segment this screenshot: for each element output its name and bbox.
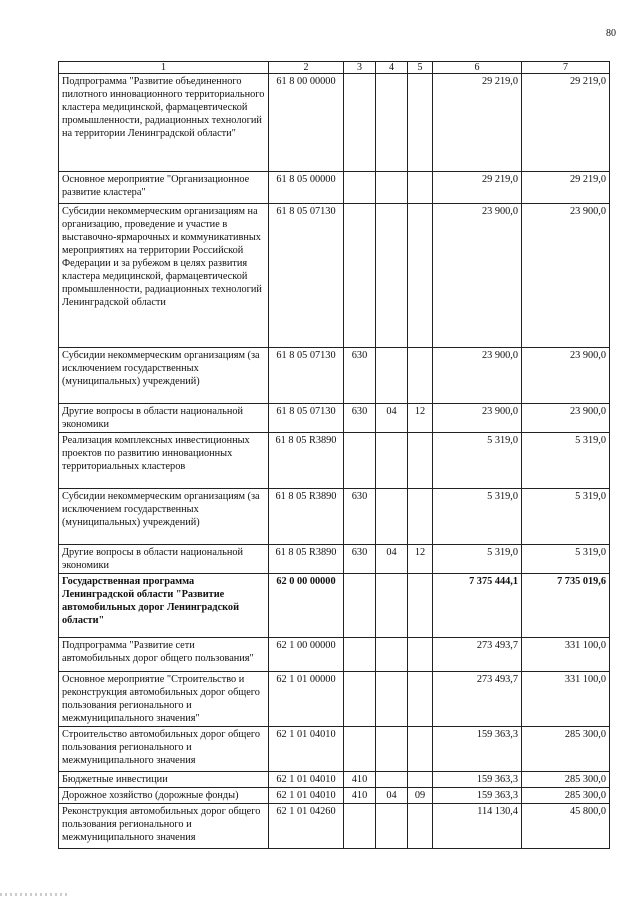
column-header-6: 6 bbox=[433, 62, 522, 74]
row-amount-6: 7 375 444,1 bbox=[433, 574, 522, 638]
row-col3: 630 bbox=[344, 404, 376, 433]
row-col3: 630 bbox=[344, 489, 376, 545]
column-header-1: 1 bbox=[59, 62, 269, 74]
row-col3 bbox=[344, 638, 376, 672]
row-col4 bbox=[376, 489, 408, 545]
row-col5 bbox=[408, 433, 433, 489]
column-header-4: 4 bbox=[376, 62, 408, 74]
row-col5 bbox=[408, 348, 433, 404]
row-amount-6: 5 319,0 bbox=[433, 489, 522, 545]
table-row bbox=[59, 204, 610, 348]
row-name: Строительство автомобильных дорог общего пользования регионального и межмуниципального значения bbox=[59, 727, 269, 772]
row-col4 bbox=[376, 433, 408, 489]
row-code: 61 8 05 07130 bbox=[269, 404, 344, 433]
table-row bbox=[59, 727, 610, 772]
row-col4 bbox=[376, 772, 408, 788]
row-code: 62 1 01 04010 bbox=[269, 788, 344, 804]
row-col5 bbox=[408, 574, 433, 638]
row-amount-7: 29 219,0 bbox=[522, 172, 610, 204]
row-amount-6: 159 363,3 bbox=[433, 772, 522, 788]
table-row bbox=[59, 638, 610, 672]
row-col5 bbox=[408, 672, 433, 727]
row-col5 bbox=[408, 204, 433, 348]
row-name: Субсидии некоммерческим организациям (за исключением государственных (муниципальных) учреждений) bbox=[59, 348, 269, 404]
row-col4: 04 bbox=[376, 545, 408, 574]
row-code: 61 8 05 07130 bbox=[269, 204, 344, 348]
row-code: 61 8 05 R3890 bbox=[269, 545, 344, 574]
row-col3 bbox=[344, 204, 376, 348]
row-code: 61 8 00 00000 bbox=[269, 74, 344, 172]
row-amount-7: 29 219,0 bbox=[522, 74, 610, 172]
header-row bbox=[59, 62, 610, 74]
row-name: Субсидии некоммерческим организациям на организацию, проведение и участие в выставочно-ярмарочных и коммуникативных мероприятиях на территории Российской Федерации и за рубежом в целях развития кластера медицинской, фармацевтической промышленности, радиационных технологий Ленинградской области bbox=[59, 204, 269, 348]
row-col5 bbox=[408, 638, 433, 672]
row-amount-6: 273 493,7 bbox=[433, 672, 522, 727]
row-code: 62 1 01 04010 bbox=[269, 772, 344, 788]
row-col5: 12 bbox=[408, 404, 433, 433]
row-name: Подпрограмма "Развитие сети автомобильных дорог общего пользования" bbox=[59, 638, 269, 672]
row-name: Реализация комплексных инвестиционных проектов по развитию инновационных территориальных кластеров bbox=[59, 433, 269, 489]
row-amount-7: 45 800,0 bbox=[522, 804, 610, 849]
row-col3 bbox=[344, 804, 376, 849]
row-amount-6: 23 900,0 bbox=[433, 204, 522, 348]
row-name: Реконструкция автомобильных дорог общего пользования регионального и межмуниципального значения bbox=[59, 804, 269, 849]
row-code: 62 1 01 00000 bbox=[269, 672, 344, 727]
row-col5: 12 bbox=[408, 545, 433, 574]
row-col3: 630 bbox=[344, 348, 376, 404]
table-row bbox=[59, 804, 610, 849]
row-col5 bbox=[408, 489, 433, 545]
row-name: Бюджетные инвестиции bbox=[59, 772, 269, 788]
table-row bbox=[59, 545, 610, 574]
row-name: Государственная программа Ленинградской области "Развитие автомобильных дорог Ленинградской области" bbox=[59, 574, 269, 638]
table-row bbox=[59, 672, 610, 727]
row-amount-6: 159 363,3 bbox=[433, 727, 522, 772]
row-name: Основное мероприятие "Организационное развитие кластера" bbox=[59, 172, 269, 204]
row-code: 61 8 05 07130 bbox=[269, 348, 344, 404]
row-col5 bbox=[408, 804, 433, 849]
row-col4 bbox=[376, 672, 408, 727]
row-col3 bbox=[344, 574, 376, 638]
table-row bbox=[59, 404, 610, 433]
row-code: 62 1 01 04010 bbox=[269, 727, 344, 772]
table-row bbox=[59, 348, 610, 404]
row-amount-7: 285 300,0 bbox=[522, 727, 610, 772]
row-code: 62 1 00 00000 bbox=[269, 638, 344, 672]
row-col4 bbox=[376, 204, 408, 348]
scan-artifact bbox=[0, 893, 70, 896]
row-code: 62 0 00 00000 bbox=[269, 574, 344, 638]
row-code: 61 8 05 R3890 bbox=[269, 489, 344, 545]
row-col3 bbox=[344, 727, 376, 772]
row-col5 bbox=[408, 74, 433, 172]
row-name: Основное мероприятие "Строительство и реконструкция автомобильных дорог общего пользования регионального и межмуниципального значения" bbox=[59, 672, 269, 727]
table-row bbox=[59, 172, 610, 204]
column-header-2: 2 bbox=[269, 62, 344, 74]
row-col3: 410 bbox=[344, 788, 376, 804]
column-header-5: 5 bbox=[408, 62, 433, 74]
column-header-7: 7 bbox=[522, 62, 610, 74]
row-amount-6: 273 493,7 bbox=[433, 638, 522, 672]
row-amount-6: 29 219,0 bbox=[433, 172, 522, 204]
row-code: 61 8 05 00000 bbox=[269, 172, 344, 204]
table-row bbox=[59, 772, 610, 788]
row-col4 bbox=[376, 74, 408, 172]
budget-table bbox=[58, 61, 610, 849]
row-name: Другие вопросы в области национальной экономики bbox=[59, 545, 269, 574]
row-amount-6: 29 219,0 bbox=[433, 74, 522, 172]
row-code: 61 8 05 R3890 bbox=[269, 433, 344, 489]
table-row bbox=[59, 788, 610, 804]
row-col4 bbox=[376, 574, 408, 638]
row-name: Другие вопросы в области национальной экономики bbox=[59, 404, 269, 433]
row-col4 bbox=[376, 727, 408, 772]
row-amount-7: 23 900,0 bbox=[522, 348, 610, 404]
table-row bbox=[59, 574, 610, 638]
row-amount-6: 5 319,0 bbox=[433, 433, 522, 489]
row-col4 bbox=[376, 348, 408, 404]
row-col4 bbox=[376, 804, 408, 849]
row-amount-7: 331 100,0 bbox=[522, 672, 610, 727]
row-amount-6: 5 319,0 bbox=[433, 545, 522, 574]
table-row bbox=[59, 74, 610, 172]
row-col3 bbox=[344, 74, 376, 172]
row-amount-7: 5 319,0 bbox=[522, 433, 610, 489]
row-col4 bbox=[376, 172, 408, 204]
row-amount-6: 23 900,0 bbox=[433, 404, 522, 433]
row-amount-7: 23 900,0 bbox=[522, 404, 610, 433]
row-name: Подпрограмма "Развитие объединенного пилотного инновационного территориального кластера медицинской, фармацевтической промышленности, радиационных технологий на территории Ленинградской области" bbox=[59, 74, 269, 172]
row-col4: 04 bbox=[376, 404, 408, 433]
row-code: 62 1 01 04260 bbox=[269, 804, 344, 849]
row-amount-7: 285 300,0 bbox=[522, 772, 610, 788]
row-col5 bbox=[408, 172, 433, 204]
row-name: Субсидии некоммерческим организациям (за исключением государственных (муниципальных) учреждений) bbox=[59, 489, 269, 545]
row-amount-7: 5 319,0 bbox=[522, 489, 610, 545]
row-col5 bbox=[408, 727, 433, 772]
row-col4: 04 bbox=[376, 788, 408, 804]
row-col4 bbox=[376, 638, 408, 672]
row-col5: 09 bbox=[408, 788, 433, 804]
row-amount-7: 5 319,0 bbox=[522, 545, 610, 574]
row-amount-6: 23 900,0 bbox=[433, 348, 522, 404]
row-amount-6: 159 363,3 bbox=[433, 788, 522, 804]
row-col3: 410 bbox=[344, 772, 376, 788]
table-row bbox=[59, 489, 610, 545]
table-row bbox=[59, 433, 610, 489]
row-col3 bbox=[344, 172, 376, 204]
column-header-3: 3 bbox=[344, 62, 376, 74]
row-amount-7: 285 300,0 bbox=[522, 788, 610, 804]
row-amount-7: 7 735 019,6 bbox=[522, 574, 610, 638]
row-col3 bbox=[344, 672, 376, 727]
page-number: 80 bbox=[606, 28, 616, 39]
row-col3 bbox=[344, 433, 376, 489]
row-amount-7: 23 900,0 bbox=[522, 204, 610, 348]
row-amount-6: 114 130,4 bbox=[433, 804, 522, 849]
row-col5 bbox=[408, 772, 433, 788]
row-name: Дорожное хозяйство (дорожные фонды) bbox=[59, 788, 269, 804]
row-amount-7: 331 100,0 bbox=[522, 638, 610, 672]
row-col3: 630 bbox=[344, 545, 376, 574]
